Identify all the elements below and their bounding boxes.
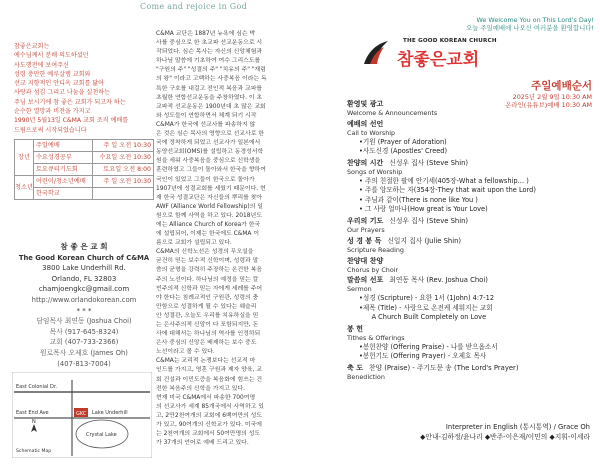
divider-stars: * * * — [76, 306, 92, 315]
article-line: 국인이 있었고 그들이 한국으로 돌아가 — [156, 176, 255, 183]
order-item — [347, 159, 597, 215]
article-line: 재 한국 성결교단은 자신들의 뿌리를 찾아 — [156, 194, 263, 201]
schedule-section-adult: 장년 — [15, 140, 34, 176]
order-sub-item: •제목 (Title) - 사랑으로 온전케 세워지는 교회 — [359, 303, 493, 312]
article-line: 하나님 말씀에 기초하여 여수 그리스도를 — [156, 58, 261, 65]
order-item-leader: 신일지 집사 (Julie Shin) — [387, 236, 462, 245]
order-item — [347, 257, 597, 275]
order-item-title: 우리의 기도 — [347, 217, 384, 225]
order-item-english: Chorus by Choir — [347, 265, 399, 274]
article-line: 름으로 교회가 설립되고 있다. — [156, 240, 232, 247]
article-line: C&MA의 신학노선은 성경의 무오설을 — [156, 249, 254, 256]
order-item-leader: 찬양 (Praise) - 주기도문 송 (The Lord's Prayer) — [368, 364, 519, 373]
church-website: http://www.orlandokorean.com — [31, 295, 137, 304]
order-item-english: Scripture Reading — [347, 245, 404, 254]
article-line: 에 설립되어, 이제는 한국에도 C&MA 이 — [156, 231, 260, 238]
intro-line: 예수님께서 분배 의도하셨던 — [14, 52, 89, 60]
welcome-korean: 오늘 주일예배에 나오신 여러분을 환영합니다! — [466, 24, 594, 33]
article-line: 에는 Alliance Church of Korea가 한국 — [156, 221, 261, 228]
schedule-name: 한국학교 — [33, 188, 92, 200]
schedule-row — [15, 164, 154, 176]
church-address-line2: Orlando, FL 32803 — [51, 274, 117, 283]
order-sub-item: •봉헌기도 (Offering Prayer) - 오제호 목사 — [359, 352, 487, 361]
schedule-row — [15, 152, 154, 164]
article-line: 빈주의적 신학과 믿는 자에게 세례를 주어 — [156, 285, 263, 292]
article-line: 교파적 선교운동은 1900년대 초 많은 교회 — [156, 103, 266, 110]
order-sub-item: • 주님과 같이(There is none like You ) — [359, 195, 478, 204]
article-line: "구원의 주" "성결의 주" "치유의 주" "재림 — [156, 67, 266, 74]
article-line: 현재 미국 C&MA에서 파송한 700여명 — [156, 394, 256, 401]
article-line: 와 성도들이 연합하면서 체계 되기 시작 — [156, 112, 257, 119]
elder-pastor-phone: (407-813-7004) — [57, 359, 111, 368]
order-item-title: 말씀의 선포 — [347, 276, 384, 285]
article-line: 원을 세워 사중복음을 중심으로 신학생을 — [156, 158, 261, 165]
schedule-name: 주일예배 — [33, 140, 92, 152]
article-line: 1907년에 성결교회를 세웠기 때문이다. 현 — [156, 185, 266, 192]
article-line: 초월한 연합선교운동을 주창하였다. 이 초 — [156, 94, 263, 101]
order-item-title: 예배의 선언 — [347, 119, 384, 128]
order-sub-item: • 주의 친절한 팔에 안기세(405장-What a fellowship… ) — [359, 176, 529, 185]
article-line: 전한 복음주의 신학을 가지고 있다. — [156, 385, 246, 392]
order-item — [347, 237, 597, 255]
church-phone: 교회 (407-733-2366) — [49, 338, 119, 347]
order-item — [347, 217, 597, 235]
order-sub-item: A Church Built Completely on Love — [359, 313, 487, 322]
order-item-english: Songs of Worship — [347, 167, 403, 176]
article-line: 야 한다는 침례교적인 구원관, 성령의 충 — [156, 294, 259, 301]
bulletin-title: 주일예배순서 — [531, 80, 592, 92]
order-item-title: 환영및 광고 — [347, 100, 384, 108]
logo-subtitle: THE GOOD KOREAN CHURCH — [403, 38, 497, 44]
order-item-title: 찬양의 시간 — [347, 158, 384, 167]
order-item-leader: 최연동 목사 (Rev. Joshua Choi) — [389, 276, 488, 285]
article-line: 만함으로 성결하게 될 수 있다는 웨슬리 — [156, 303, 257, 310]
order-item-title: 성 경 봉 독 — [347, 236, 382, 245]
map-label-east-end: East End Ave — [16, 410, 49, 416]
order-item-title: 찬양대 찬양 — [347, 256, 384, 265]
article-line: 의 선교사가 세계 85개국에서 사역하고 있 — [156, 403, 264, 410]
schedule-row — [15, 176, 154, 188]
order-sub-item: • 주를 앙모하는 자(354장-They that wait upon the Lord) — [359, 186, 536, 195]
article-line: 사에 대해서는 하나님의 역사를 인정하되 — [156, 331, 261, 338]
intro-line: 순수한 열망과 비전을 가지고 — [14, 108, 91, 116]
schedule-row — [15, 140, 154, 152]
article-line: 동양선교회(OMS)를 설립하고 동경성서학 — [156, 149, 264, 156]
intro-line: 주님 보시기에 참 좋은 교회가 되고자 하는 — [14, 98, 126, 106]
article-line: 훈련하였고 그들이 돌아와서 한국을 향하여 — [156, 167, 266, 174]
article-line: 은사 중심의 신앙은 배제하는 보수 중도 — [156, 340, 257, 347]
church-contact-block — [10, 242, 158, 369]
order-item-english: Tithes & Offerings — [347, 333, 405, 342]
article-line: 은 것은 심슨 목사의 영향으로 선교사로 한 — [156, 131, 264, 138]
church-logo-icon — [360, 38, 392, 68]
order-sub-item: • 그 사랑 얼마나(How great is Your Love) — [359, 205, 488, 214]
order-sub-item: •봉헌찬양 (Offering Praise) - 나를 받으옵소서 — [359, 342, 498, 351]
cma-article — [156, 30, 346, 448]
schedule-time: 주 일 오전 10:30 — [93, 140, 154, 152]
schedule-row — [15, 188, 154, 200]
order-item-leader: 신성우 집사 (Steve Shin) — [389, 217, 469, 225]
church-name-english: The Good Korean Church of C&MA — [18, 253, 150, 262]
church-email: chamjoengkc@gmail.com — [38, 285, 130, 294]
intro-line: 참좋은교회는 — [14, 43, 50, 50]
schedule-time: 수요일 오전 10:30 — [93, 152, 154, 164]
intro-line: 사도행전에 보여주신 — [14, 61, 69, 69]
schedule-section-youth: 청소년 — [15, 176, 34, 200]
schedule-name: 토요큐티기도회 — [33, 164, 92, 176]
logo-church-name: 참좋은교회 — [397, 50, 480, 70]
article-line: 인드를 가지고, 영혼 구원과 제자 양육, 교 — [156, 367, 263, 374]
map-label-schematic: Schematic Map — [16, 449, 52, 454]
map-label-lake: Lake Underhill — [92, 410, 128, 416]
welcome-message — [466, 16, 594, 33]
article-line: 사를 중심으로 한 초교파 선교운동으로 시 — [156, 40, 263, 47]
article-line: 특한 구호를 내걸고 전인적 복음과 교파를 — [156, 85, 263, 92]
article-line: 원으로 함께 사역을 하고 있다. 2018년도 — [156, 212, 262, 219]
order-item-title: 축 도 — [347, 364, 363, 373]
article-line: 노선이라고 볼 수 있다. — [156, 349, 215, 356]
order-item-english: Welcome & Announcements — [347, 108, 438, 117]
order-item-english: Our Prayers — [347, 225, 385, 234]
schedule-name: 수요성경공부 — [33, 152, 92, 164]
intro-line: 성령 충만한 예루살렘 교회와 — [14, 70, 91, 78]
bulletin-online: 온라인(유튜브)예배 10:30 AM — [505, 101, 592, 110]
article-line: C&MA가 한국에 선교사를 파송하지 않 — [156, 121, 256, 128]
map-label-gkc: GKC — [76, 411, 87, 417]
page-banner: Come and rejoice in God — [140, 2, 248, 11]
article-line: 는 2천여개의 교회에서 50여만명의 성도 — [156, 431, 261, 438]
article-line: 회 건설과 이민도증을 복음화에 힘쓰는 건 — [156, 376, 263, 383]
worship-schedule-table — [14, 139, 154, 200]
article-line: 의 왕" 이라고 고백하는 사중복음 이라는 독 — [156, 76, 267, 83]
schedule-time: 토요일 오전 8:00 — [93, 164, 154, 176]
article-line: AWF (Alliance World Fellowship)의 일 — [156, 203, 263, 210]
order-item — [347, 364, 597, 382]
order-sub-item: •사도신경 (Apostles' Creed) — [359, 147, 448, 156]
order-item — [347, 100, 597, 118]
order-item — [347, 276, 597, 323]
order-item-english: Call to Worship — [347, 128, 396, 137]
order-item — [347, 325, 597, 362]
article-line: 는 은사주의적 신앙이 다 포함되지만, 돈 — [156, 322, 259, 328]
svg-text:N: N — [32, 419, 36, 425]
interpreter-block — [420, 422, 590, 442]
schedule-time — [93, 188, 154, 200]
schedule-name: 어린이/청소년예배 — [33, 176, 92, 188]
article-line: 주의 노선이다. 하나님의 예정을 믿는 칼 — [156, 276, 259, 283]
article-line: 작되었다. 심슨 목사는 자신의 신앙체험과 — [156, 49, 263, 56]
church-name-korean: 참 좋 은 교 회 — [60, 242, 108, 251]
order-sub-item: •기원 (Prayer of Adoration) — [359, 137, 447, 146]
intro-line: 드림으로써 시작되었습니다 — [14, 126, 87, 134]
church-introduction — [14, 42, 154, 135]
map-label-colonial: East Colonial Dr. — [16, 384, 58, 390]
welcome-english: We Welcome You on This Lord's Day! — [476, 16, 594, 24]
elder-pastor-name: 원로목사 오제호 (James Oh) — [40, 348, 128, 357]
schedule-time: 주 일 오전 10:30 — [93, 176, 154, 188]
pastor-phone: 목사 (917-645-8324) — [49, 327, 119, 336]
intro-line: 선교 지향적인 안디옥 교회를 닮아 — [14, 80, 105, 88]
order-item — [347, 120, 597, 157]
order-sub-item: •성경 (Scripture) - 요한 1서 (1John) 4:7-12 — [359, 294, 495, 303]
article-line: 가 있고, 90여개의 신학교가 있다. 미국에 — [156, 422, 262, 429]
article-line: 안 성결관, 오늘도 우리를 치유하실을 믿 — [156, 312, 259, 319]
article-line: C&MA는 교리적 논쟁보다는 선교적 마 — [156, 358, 256, 365]
interpreter-line: Interpreter in English (통시통역) / Grace Oh — [445, 423, 590, 431]
map-label-crystal: Crystal Lake — [86, 432, 117, 438]
article-line: 굳건히 믿는 보수적 신학이며, 성령과 말 — [156, 258, 259, 265]
intro-line: 1990년 5월13일 C&MA 교회 조직 예배를 — [14, 117, 129, 125]
article-line: 국에 정착하게 되었고 선교사가 일본에서 — [156, 140, 261, 147]
volunteer-line: ◆안내-김하정/윤나리 ◆반주-이은재/이민의 ◆지휘-이세라 — [420, 433, 590, 441]
order-item-title: 봉 헌 — [347, 325, 363, 334]
pastor-name: 담임목사 최연동 (Joshua Choi) — [36, 317, 132, 326]
article-line: 고, 2만2천여개의 교회에 6백여만의 성도 — [156, 412, 262, 419]
article-line: 씀의 균형을 강력히 주장하는 온건한 복음 — [156, 267, 263, 274]
order-item-english: Sermon — [347, 285, 372, 294]
church-address-line1: 3800 Lake Underhill Rd. — [42, 264, 126, 273]
worship-order — [347, 100, 597, 384]
article-line: C&MA 교단은 1887년 뉴욕에 심슨 박 — [156, 31, 256, 37]
article-line: 가 37개의 언어로 예배 드리고 있다. — [156, 440, 249, 447]
schematic-map — [12, 372, 152, 458]
order-item-leader: 신성우 집사 (Steve Shin) — [389, 158, 469, 167]
bulletin-date: 2025년 2월 9일 10:30 AM — [512, 93, 592, 101]
order-item-english: Benediction — [347, 372, 385, 381]
intro-line: 사랑과 섬김 그리고 나눔을 실천하는 — [14, 89, 111, 97]
